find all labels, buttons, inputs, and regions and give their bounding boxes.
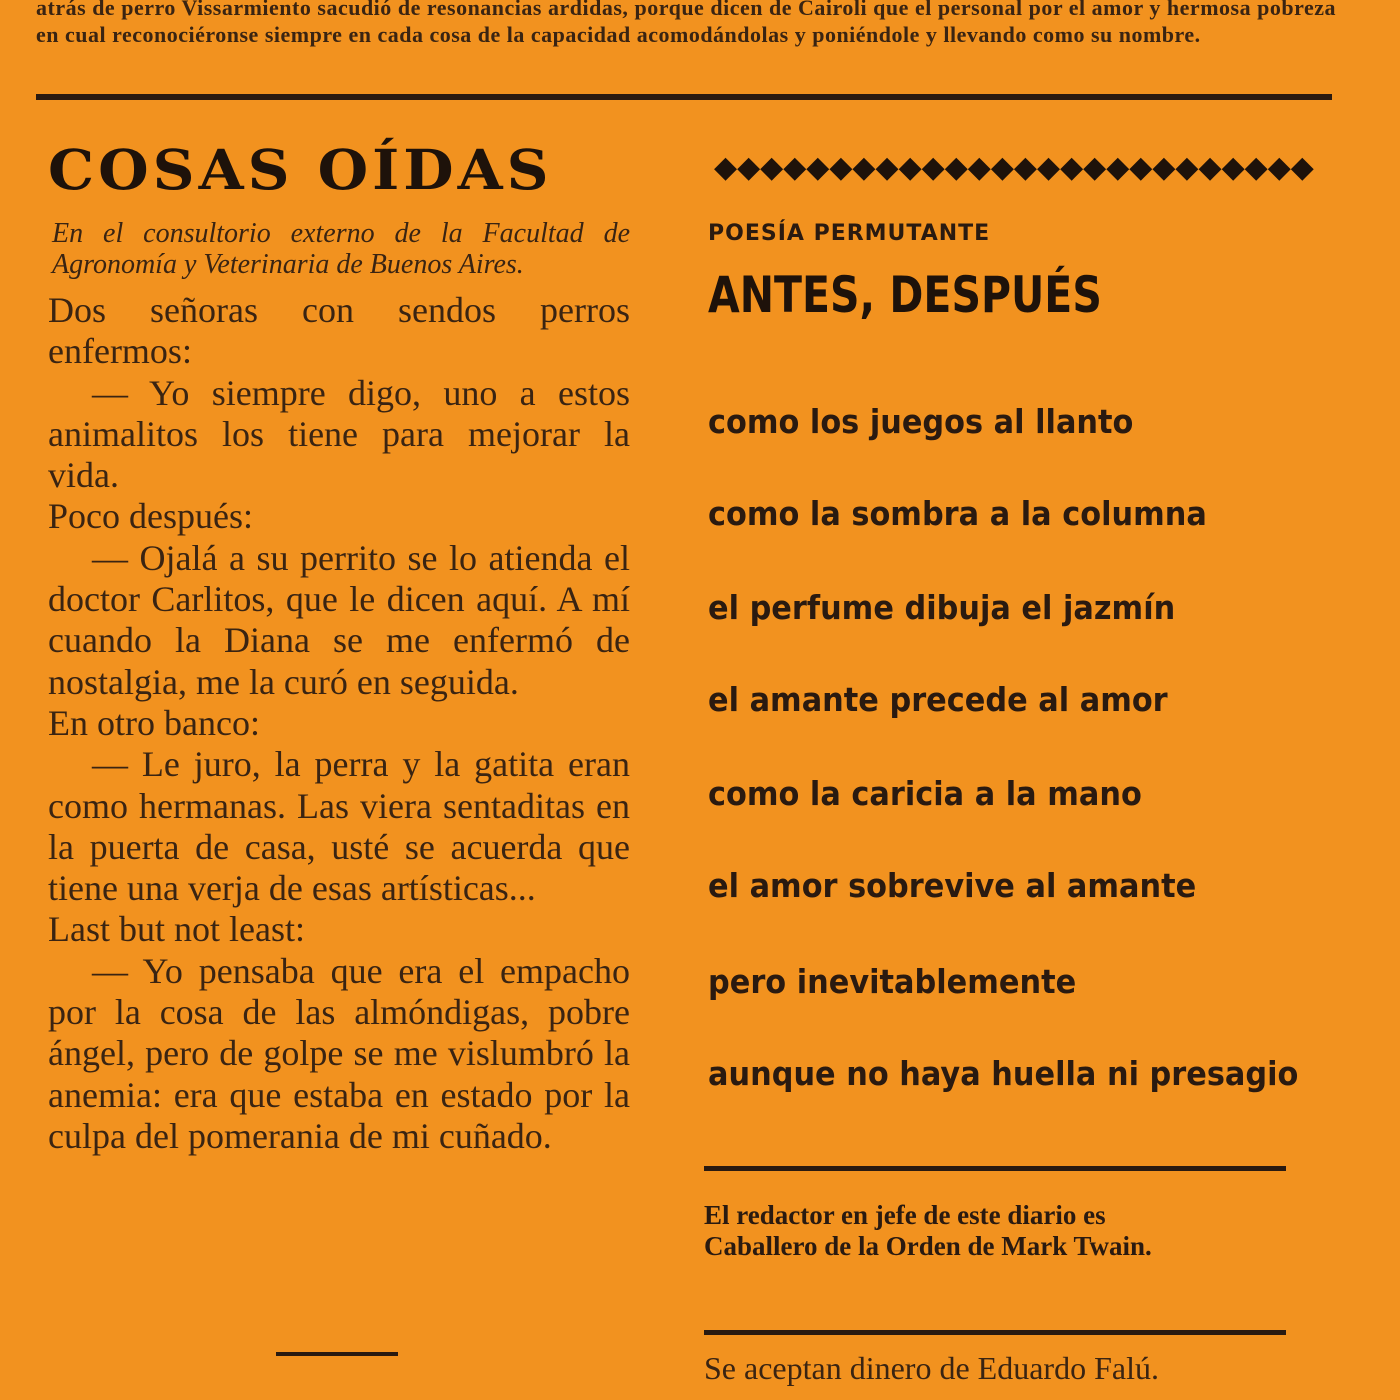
accept-line: Se aceptan dinero de Eduardo Falú. xyxy=(704,1350,1159,1386)
paragraph: Dos señoras con sendos perros enfermos: xyxy=(48,290,630,372)
paragraph: Poco después: xyxy=(48,496,253,537)
section-kicker: POESÍA PERMUTANTE xyxy=(708,221,991,246)
column-intro: En el consultorio externo de la Facultad de Agronomía y Veterinaria de Buenos Aires. xyxy=(52,218,630,280)
dialog-paragraph: — Ojalá a su perrito se lo atienda el doctor Carlitos, que le dicen aquí. A mí cuando la Diana se me enfermó de nostalgia, me la curó en seguida. xyxy=(48,537,630,702)
dialog-paragraph: — Yo siempre digo, uno a estos animalitos los tiene para mejorar la vida. xyxy=(48,372,630,496)
ornament-row: ◆◆◆◆◆◆◆◆◆◆◆◆◆◆◆◆◆◆◆◆◆◆◆◆◆◆ xyxy=(714,150,1314,185)
dialog-paragraph: — Yo pensaba que era el empacho por la cosa de las almóndigas, pobre ángel, pero de golpe se me vislumbró la anemia: era que estaba en estado por la culpa del pomerania de mi cuñado. xyxy=(48,950,630,1156)
note-bottom-rule xyxy=(704,1330,1286,1335)
poem-line: pero inevitablemente xyxy=(708,962,1077,1001)
column-title: COSAS OÍDAS xyxy=(48,137,553,203)
poem-line: como la sombra a la columna xyxy=(708,494,1207,533)
dialog-paragraph: — Le juro, la perra y la gatita eran como hermanas. Las viera sentaditas en la puerta de casa, usté se acuerda que tiene una verja de esas artísticas... xyxy=(48,744,630,909)
note-top-rule xyxy=(704,1166,1286,1171)
poem-line: aunque no haya huella ni presagio xyxy=(708,1054,1299,1093)
column-body xyxy=(48,290,630,1157)
column-end-rule xyxy=(276,1352,398,1356)
paragraph: Last but not least: xyxy=(48,909,305,950)
paragraph: En otro banco: xyxy=(48,702,260,743)
top-fragment-text: atrás de perro Vissarmiento sacudió de resonancias ardidas, porque dicen de Cairoli que el personal por el amor y hermosa pobreza en cual reconociéronse siempre en cada cosa de la capacidad acomodándolas y poniéndole y llevando como su nombre. xyxy=(36,0,1336,47)
poem-line: el perfume dibuja el jazmín xyxy=(708,588,1176,627)
poem-line: el amante precede al amor xyxy=(708,680,1168,719)
editor-note: El redactor en jefe de este diario es Caballero de la Orden de Mark Twain. xyxy=(704,1200,1152,1261)
poem-line: como los juegos al llanto xyxy=(708,402,1134,441)
top-divider xyxy=(36,94,1332,100)
poem-title: ANTES, DESPUÉS xyxy=(708,266,1102,324)
poem-line: como la caricia a la mano xyxy=(708,774,1142,813)
poem-column xyxy=(708,150,1314,324)
cosas-oidas-column xyxy=(48,130,630,1157)
poem-line: el amor sobrevive al amante xyxy=(708,866,1197,905)
